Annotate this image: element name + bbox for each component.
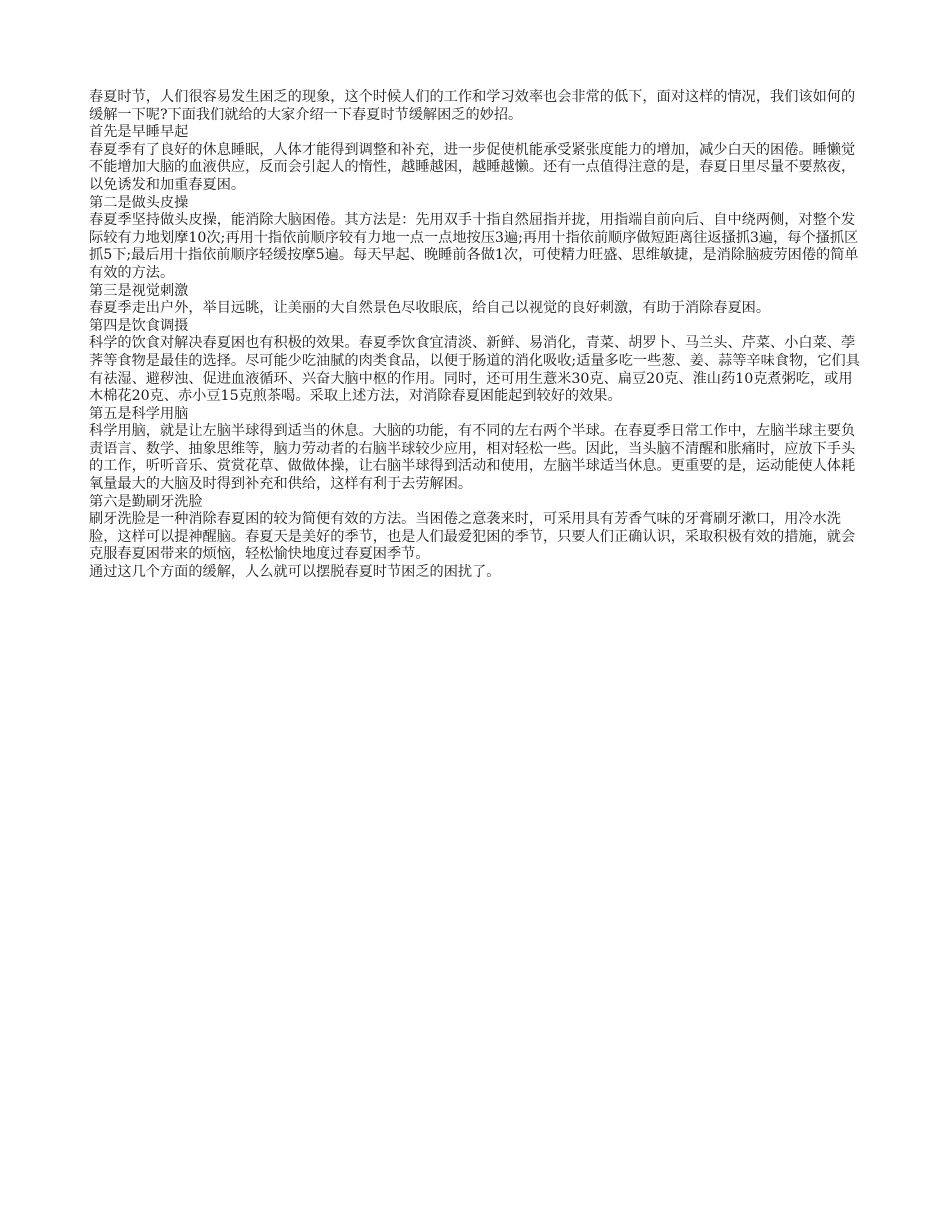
section-paragraph-5: 科学用脑，就是让左脑半球得到适当的休息。大脑的功能，有不同的左右两个半球。在春夏季日常工作中，左脑半球主要负责语言、数学、抽象思维等，脑力劳动者的右脑半球较少应用，相对轻松一些。因此，当头脑不清醒和胀痛时，应放下手头的工作，听听音乐、赏赏花草、做做体操，让右脑半球得到活动和使用，左脑半球适当休息。更重要的是，运动能使人体耗氧量最大的大脑及时得到补充和供给，这样有利于去劳解困。 — [89, 423, 856, 493]
section-paragraph-1: 春夏季有了良好的休息睡眠，人体才能得到调整和补充，进一步促使机能承受紧张度能力的增加，减少白天的困倦。睡懒觉不能增加大脑的血液供应，反而会引起人的惰性，越睡越困，越睡越懒。还有一点值得注意的是，春夏日里尽量不要熬夜，以免诱发和加重春夏困。 — [89, 141, 856, 193]
section-heading-4: 第四是饮食调摄 — [89, 317, 189, 334]
section-heading-3: 第三是视觉刺激 — [89, 282, 189, 299]
section-heading-1: 首先是早睡早起 — [89, 124, 189, 141]
section-paragraph-2: 春夏季坚持做头皮操，能消除大脑困倦。其方法是：先用双手十指自然屈指并拢，用指端自前向后、自中绕两侧，对整个发际较有力地划摩10次;再用十指依前顺序较有力地一点一点地按压3遍;再用十指依前顺序做短距离往返搔抓3遍，每个搔抓区抓5下;最后用十指依前顺序轻缓按摩5遍。每天早起、晚睡前各做1次，可使精力旺盛、思维敏捷，是消除脑疲劳困倦的简单有效的方法。 — [89, 212, 859, 281]
section-paragraph-4: 科学的饮食对解决春夏困也有积极的效果。春夏季饮食宜清淡、新鲜、易消化，青菜、胡罗卜、马兰头、芹菜、小白菜、荸荠等食物是最佳的选择。尽可能少吃油腻的肉类食品，以便于肠道的消化吸收;适量多吃一些葱、姜、蒜等辛味食物，它们具有祛湿、避秽浊、促进血液循环、兴奋大脑中枢的作用。同时，还可用生薏米30克、扁豆20克、淮山药10克煮粥吃，或用木棉花20克、赤小豆15克煎茶喝。采取上述方法，对消除春夏困能起到较好的效果。 — [89, 335, 860, 405]
section-paragraph-3: 春夏季走出户外，举目远眺，让美丽的大自然景色尽收眼底，给自己以视觉的良好刺激，有助于消除春夏困。 — [89, 300, 771, 317]
document-body — [89, 89, 861, 582]
intro-paragraph: 春夏时节，人们很容易发生困乏的现象，这个时候人们的工作和学习效率也会非常的低下，面对这样的情况，我们该如何的缓解一下呢?下面我们就给的大家介绍一下春夏时节缓解困乏的妙招。 — [89, 89, 856, 123]
section-paragraph-6: 刷牙洗脸是一种消除春夏困的较为简便有效的方法。当困倦之意袭来时，可采用具有芳香气味的牙膏刷牙漱口，用冷水洗脸，这样可以提神醒脑。春夏天是美好的季节，也是人们最爱犯困的季节，只要人们正确认识，采取积极有效的措施，就会克服春夏困带来的烦恼，轻松愉快地度过春夏困季节。 — [89, 511, 856, 563]
conclusion-paragraph: 通过这几个方面的缓解，人么就可以摆脱春夏时节困乏的困扰了。 — [89, 564, 501, 581]
section-heading-6: 第六是勤刷牙洗脸 — [89, 493, 203, 510]
section-heading-2: 第二是做头皮操 — [89, 194, 189, 211]
section-heading-5: 第五是科学用脑 — [89, 405, 189, 422]
